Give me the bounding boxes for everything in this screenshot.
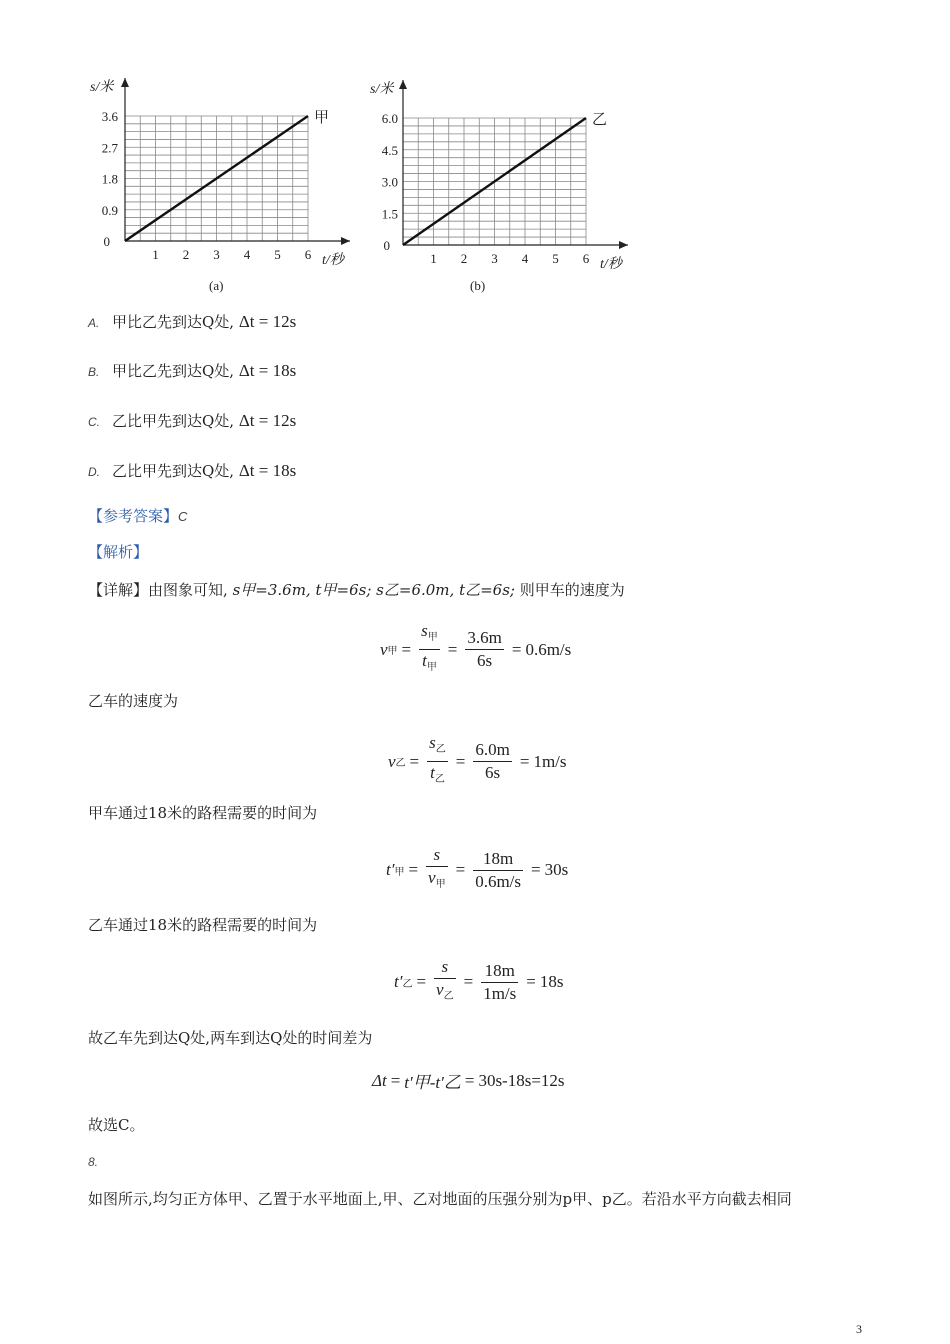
yi-speed-line: 乙车的速度为	[88, 692, 179, 710]
y-tick-label: 3.0	[381, 174, 398, 190]
answer-value: C	[178, 509, 188, 524]
answer-line	[88, 506, 187, 527]
x-tick-label: 4	[243, 247, 251, 262]
y-tick-label: 0.9	[101, 202, 118, 218]
option-letter: C.	[88, 415, 100, 429]
conclusion-line: 故乙车先到达Q处,两车到达Q处的时间差为	[88, 1029, 373, 1047]
option-text: 乙比甲先到达Q处,	[112, 412, 235, 430]
eq-result: 18s	[539, 972, 564, 991]
y-tick-label: 6.0	[381, 111, 398, 126]
question-text: 如图所示,均匀正方体甲、乙置于水平地面上,甲、乙对地面的压强分别为p甲、p乙。若沿水平方向截去相同	[88, 1190, 792, 1208]
x-axis-label: t/秒	[322, 253, 344, 268]
x-tick-label: 1	[152, 247, 159, 262]
y-tick-label: 3.6	[101, 109, 118, 124]
detail-line	[88, 580, 625, 600]
detail-s-jia: s甲=3.6m,	[232, 581, 311, 599]
detail-s-yi: s乙=6.0m,	[376, 581, 455, 599]
x-axis-arrow	[341, 237, 350, 245]
x-tick-label: 6	[304, 247, 312, 262]
option-b	[88, 361, 296, 382]
equation-t-yi: t′ 乙 = $\frac{s}{v_乙}$ = $\frac{18m}{1m/s}$ = 18s	[394, 956, 563, 1008]
equation-t-jia: t′ 甲 = $\frac{s}{v_甲}$ = $\frac{18m}{0.6m/s}$ = 30s	[386, 844, 568, 896]
option-math: Δt = 18s	[238, 461, 297, 480]
charts	[0, 0, 950, 300]
yi-time-line: 乙车通过18米的路程需要的时间为	[88, 916, 318, 934]
y-axis-label: s/米	[90, 80, 114, 95]
detail-tail: 则甲车的速度为	[519, 581, 625, 599]
x-axis-label: t/秒	[600, 257, 622, 272]
option-text: 甲比乙先到达Q处,	[112, 313, 235, 331]
eq-num: s	[429, 733, 436, 752]
eq-den2: 6s	[485, 763, 501, 782]
origin-label: 0	[103, 234, 110, 249]
eq-result: 1m/s	[533, 751, 567, 771]
eq-den2: 6s	[477, 651, 493, 670]
eq-lhs: t′	[394, 972, 403, 991]
eq-den2: 0.6m/s	[475, 871, 521, 891]
chart-panel-b	[399, 80, 628, 249]
fraction	[427, 732, 448, 791]
fraction	[465, 627, 503, 672]
option-text: 乙比甲先到达Q处,	[112, 462, 235, 480]
eq-num: s	[421, 621, 428, 640]
x-tick-label: 5	[552, 251, 559, 266]
eq-lhs-sub: 乙	[402, 978, 413, 990]
detail-t-jia: t甲=6s;	[315, 581, 372, 599]
fraction	[473, 739, 511, 784]
x-tick-label: 6	[582, 251, 590, 266]
origin-label: 0	[383, 238, 390, 253]
x-tick-label: 4	[521, 251, 529, 266]
option-a	[88, 312, 296, 333]
chart-panel-a	[121, 78, 350, 245]
eq-den-sub: 乙	[443, 991, 454, 1002]
equation-delta: Δt = t′甲-t′乙 = 30s-18s=12s	[372, 1068, 565, 1093]
eq-num2: 18m	[473, 848, 523, 871]
y-axis-arrow	[399, 80, 407, 89]
fraction	[481, 960, 518, 1005]
option-math: Δt = 12s	[238, 411, 297, 430]
eq-den: v	[436, 980, 444, 999]
detail-label: 【详解】	[88, 581, 149, 599]
y-axis-arrow	[121, 78, 129, 87]
x-tick-label: 1	[430, 251, 437, 266]
fraction	[419, 620, 440, 679]
equation-v-jia: v 甲 = $\frac{s_甲}{t_甲}$ = $\frac{3.6m}{6s}$ = 0.6m/s	[380, 620, 571, 679]
detail-intro: 由图象可知,	[148, 581, 228, 599]
eq-den-sub: 甲	[426, 662, 437, 673]
panel-label: (a)	[209, 278, 224, 293]
eq-lhs-sub: 甲	[394, 866, 405, 878]
jia-time-line: 甲车通过18米的路程需要的时间为	[88, 804, 318, 822]
panel-label: (b)	[470, 278, 486, 293]
eq-num-sub: 乙	[435, 744, 446, 755]
eq-result: 30s	[544, 860, 569, 879]
eq-den-sub: 甲	[435, 879, 446, 890]
eq-lhs: v	[380, 639, 388, 659]
eq-result: 30s-18s=12s	[478, 1070, 565, 1090]
x-tick-label: 2	[460, 251, 468, 266]
fraction	[434, 956, 456, 1008]
choose-line: 故选C。	[88, 1116, 145, 1134]
option-letter: D.	[88, 465, 100, 479]
eq-lhs: t′	[386, 860, 395, 879]
y-axis-label: s/米	[370, 82, 394, 97]
option-math: Δt = 18s	[238, 361, 297, 380]
eq-den: t	[422, 651, 427, 670]
fraction	[473, 848, 523, 893]
x-tick-label: 3	[213, 247, 220, 262]
option-text: 甲比乙先到达Q处,	[112, 362, 235, 380]
eq-num2: 3.6m	[465, 627, 503, 650]
x-tick-label: 3	[491, 251, 498, 266]
eq-den: t	[430, 763, 435, 782]
eq-result: 0.6m/s	[525, 639, 572, 659]
y-tick-label: 1.5	[381, 206, 398, 222]
page-number: 3	[856, 1322, 862, 1336]
y-tick-label: 4.5	[381, 142, 398, 158]
option-c	[88, 411, 296, 432]
option-letter: B.	[88, 365, 100, 379]
x-tick-label: 5	[274, 247, 281, 262]
option-letter: A.	[88, 316, 100, 330]
eq-num: s	[426, 844, 448, 867]
question-number: 8.	[88, 1155, 99, 1169]
y-tick-label: 1.8	[101, 171, 118, 187]
eq-num2: 6.0m	[473, 739, 511, 762]
eq-num: s	[434, 956, 456, 979]
option-d	[88, 461, 296, 482]
eq-lhs: Δt	[372, 1070, 387, 1090]
eq-num-sub: 甲	[427, 632, 438, 643]
x-axis-arrow	[619, 241, 628, 249]
equation-v-yi: v 乙 = $\frac{s_乙}{t_乙}$ = $\frac{6.0m}{6s}$ = 1m/s	[388, 732, 567, 791]
eq-num2: 18m	[481, 960, 518, 983]
eq-lhs-sub: 甲	[387, 646, 398, 657]
x-tick-label: 2	[182, 247, 190, 262]
eq-den2: 1m/s	[483, 983, 517, 1003]
eq-den-sub: 乙	[434, 774, 445, 785]
fraction	[426, 844, 448, 896]
answer-label: 【参考答案】	[88, 507, 179, 525]
option-math: Δt = 12s	[238, 312, 297, 331]
analysis-label: 【解析】	[88, 543, 149, 561]
eq-den: v	[428, 868, 436, 887]
detail-t-yi: t乙=6s;	[459, 581, 515, 599]
eq-lhs: v	[388, 751, 396, 771]
eq-mid: t′甲-t′乙	[404, 1073, 461, 1092]
series-label: 甲	[314, 110, 330, 126]
y-tick-label: 2.7	[101, 140, 118, 156]
series-label: 乙	[592, 112, 608, 128]
eq-lhs-sub: 乙	[395, 758, 406, 769]
